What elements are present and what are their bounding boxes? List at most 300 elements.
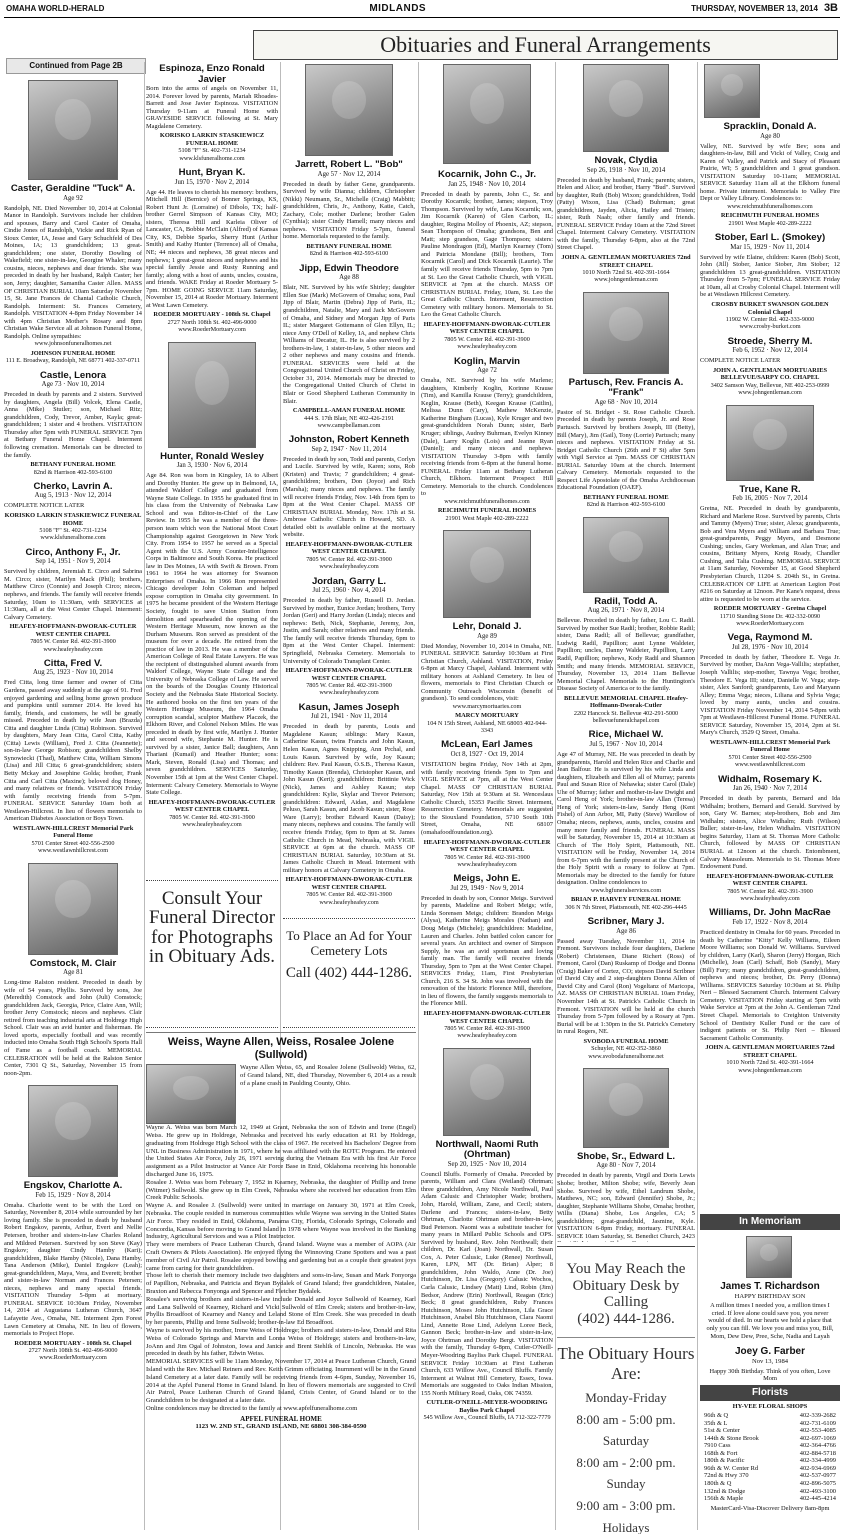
obituary xyxy=(4,184,142,365)
obituary-dates: Age 80 · Nov 7, 2014 xyxy=(596,1162,656,1170)
funeral-home-address: 7805 W. Center Rd. 402-391-3900 xyxy=(727,887,813,895)
photo-slot xyxy=(421,528,553,620)
funeral-home: CUTLER-O'NEILL-MEYER-WOODRING Bayliss Park Chapel xyxy=(426,1399,548,1414)
obituary-website: www.campbellaman.com xyxy=(317,421,381,429)
portrait-photo xyxy=(443,530,531,618)
obituary-text: Those left to cherish their memory include two daughters and sons-in-law, Susan and Mark Fonyorga of Papillion, Nebraska, and Patricia and Bryan Bydalek of Grand Island; five grandchildren, Natalee, Braxton and Rebecca Fonyonga and Spencer and Fletcher Bydalek. xyxy=(146,1272,416,1296)
funeral-home: HEAFEY-HOFFMANN-DWORAK-CUTLER WEST CENTER CHAPEL xyxy=(148,798,276,814)
obituary-dates: Feb 6, 1952 · Nov 12, 2014 xyxy=(732,347,808,355)
funeral-home: REICHMUTH FUNERAL HOMES xyxy=(720,212,820,220)
florist-phone: 402-731-6109 xyxy=(799,1419,836,1427)
obituary-name: Radil, Todd A. xyxy=(594,595,658,607)
funeral-home: CAMPBELL-AMAN FUNERAL HOME xyxy=(292,407,406,415)
funeral-home-address: 2202 Hancock St. Bellevue 402-291-5000 xyxy=(573,709,679,717)
funeral-home: HEAFEY-HOFFMANN-DWORAK-CUTLER WEST CENTER CHAPEL xyxy=(423,838,551,854)
funeral-home-address: 7805 W. Center Rd. 402-391-3900 xyxy=(444,1025,530,1033)
funeral-home: SVOBODA FUNERAL HOME xyxy=(583,1037,669,1045)
obituary xyxy=(283,703,415,906)
obituary-dates: Age 86 xyxy=(616,927,636,935)
florist-phone: 402-445-4214 xyxy=(799,1495,836,1503)
obituary-text: Preceded in death by father Gene, grandparents. Survived by wife Dianna; children, Christopher (Nikki) Neumann, Sr., Michelle (Craig) Mabbitt; grandchildren, Chris, Jr., Anthony, Katie, Catch, Zachary, Cole; mother Darlene; brother Galen (Cynthia); sister Cindy Hamell; many nieces and nephews. VISITATION Friday 5-7pm, funeral home. Memorials requested to the family. xyxy=(283,180,415,241)
obituary xyxy=(700,908,840,1073)
paper-name: OMAHA WORLD-HERALD xyxy=(6,3,105,13)
photo-ad-notice: Consult Your Funeral Director for Photographs in Obituary Ads. xyxy=(146,880,278,1028)
obituary-website: www.johngentleman.com xyxy=(594,276,658,284)
obituary-name: Engskov, Charlotte A. xyxy=(23,1180,123,1192)
obituary-dates: Sep 14, 1951 · Nov 9, 2014 xyxy=(35,558,111,566)
florist-phone: 402-364-4766 xyxy=(799,1442,836,1450)
funeral-home-address: 7805 W. Center Rd. 402-391-3900 xyxy=(444,853,530,861)
florist-row xyxy=(700,1480,840,1488)
florist-phone: 402-934-6969 xyxy=(799,1464,836,1472)
obituary-website: www.heafeyheafey.com xyxy=(457,343,517,351)
obituary-text: Survived by wife Elaine, children: Karen (Bob) Scott, John (Jill) Stober, Janice Stober, Jim Stober; 12 grandchildren 13 great-grandchildren. VISITATION Thursday from 5-7pm; FUNERAL SERVICE Friday at 10am, all at Crosby Colonial Chapel. Interment will be at Westlawn Hillcrest Cemetery. xyxy=(700,253,840,299)
photo-slot xyxy=(4,1083,142,1179)
obituary xyxy=(421,1140,553,1422)
obituary-dates: Sep 26, 1918 · Nov 10, 2014 xyxy=(586,166,666,174)
florist-location: 51st & Center xyxy=(704,1427,740,1435)
funeral-home-address: 82nd & Harrison 402-593-6100 xyxy=(33,468,113,476)
obituary-text: Rosalee J. Weiss was born February 7, 1952 in Kearney, Nebraska, the daughter of Phillip and Irene (Witmer) Sullwold. She grew up in Elm Creek, Nebraska where she received her education from Elm Creek Public Schools. xyxy=(146,1178,416,1202)
hours-title: The Obituary Hours Are: xyxy=(557,1337,695,1384)
florist-phone: 402-334-4999 xyxy=(799,1457,836,1465)
funeral-home: JOHN A. GENTLEMAN MORTUARIES BELLEVUE/SARPY CO. CHAPEL xyxy=(712,366,828,382)
obituary-dates: Jul 5, 1967 · Nov 10, 2014 xyxy=(589,741,663,749)
florist-phone: 402-537-0977 xyxy=(799,1472,836,1480)
obituary-text: MEMORIAL SERVICES will be 11am Monday, November 17, 2014 at Peace Lutheran Church, Grand Island with the Rev. Michael Reiners and Rev. Keith Grimm officiating. Inurnment will be in the Grand Island Cemetery at a later date. Family will be receiving friends from 4-6pm, Sunday, November 16, 2014 at the Apfel Funeral Home in Grand Island. In lieu of flowers memorials are suggested to Civil Air Patrol, Peace Lutheran Church of Grand Island, Crisis Center, of Grand Island or to the Grandchildren to be designated at a later date. xyxy=(146,1358,416,1405)
obituary-desk-hours xyxy=(557,1246,695,1534)
florist-location: 96th & W. Center Rd xyxy=(704,1464,759,1472)
obituary-text: Randolph, NE. Died November 10, 2014 at Colonial Manor in Randolph. Survivors include her children and spouses, Barry and Carol Caster of Omaha, Cindie Jones of Randolph, Vickie and Rick Ryan of Sioux Center, IA, Jesse and Gary Schuchfeld of Des Moines, IA; 13 grandchildren; 13 great-grandchildren; one sister, Dorothy Dowling of Wakefield; one sister-in-law, Georgine Whaler; many cousins, nieces, nephews and dear friends. She was preceded in death by her husband, Ralph Caster; her son, Jerry; daughter, Samantha Caster Allen. MASS OF CHRISTIAN BURIAL 10am Saturday November 15, St. Jane Frances de Chantal Catholic Church, Randolph. Interment: St. Frances Cemetery, Randolph. VISITATION 4-8pm Friday November 14 with 4pm Christian Mother's Rosary and 8pm Christian Wake Service all at Johnson Funeral Home, Randolph. Online sympathies: xyxy=(4,204,142,340)
obituary-website: www.reichmuthfuneralhomes.com xyxy=(727,202,813,210)
obituary-text: Age 84. Ron was born in Kingsley, IA to Albert and Dorothy Hunter. He grew up in Belmond, IA, attended Waldorf College and graduated from Wayne State College. In 1955 he graduated first in his class from the University of Nebraska Law School and was Editor-in-Chief of the Law Review. In 1955 he was a member of the three-person team which won the National Moot Court Championship against Georgetown in New York City. From 1954 to 1957 he served as a Special Agent with the U.S. Army Counter-Intelligence Corps in Baltimore and South Korea. He practiced law in Des Moines, IA with Swift & Brown. From 1961 to 1964 he was attorney for Swanson Enterprises of Omaha. In 1966 Ron represented Chicago developer John Coleman and helped expose corruption in Omaha city government. In 1975 he became president of the Western Heritage Society, fought to save Union Station from demolition and spearheaded the opening of the Western Heritage Museum, now known as the Durham Museum. Ron served as president of the museum for over a decade. He retired from the practice of law in 2013. He was a member of the American College of Real Estate Lawyers. He was the recipient of distinguished alumni awards from Waldorf College, Wayne State College and the University of Nebraska College of Law. He served on the boards of the Douglas County Historical Society and the Nebraska State Historical Society. He authored books on the first ten years of the Western Heritage Museum, the 1964 Omaha corruption scandal, sculptor Matthew Placzek, the Elkhorn River, and Colonel Nelson Miles. He was preceded in death by first wife, Marilyn J. Hunter and second wife, Stephanie M. Hunter. He is survived by a sister, Janice Ball; daughters, Ann Thariani (Kumail) and Heather Hunter; sons: Mark, Steven, Ronald (Lisa) and Thomas; and seven grandchildren. SERVICES Saturday, November 15th at 1pm at the West Center Chapel. Interment: Calvary Cemetery. Memorials to Wayne State College. xyxy=(146,472,278,797)
portrait-photo xyxy=(28,1085,118,1177)
obituary xyxy=(146,64,278,162)
obituary-dates: Age 80 xyxy=(760,132,780,140)
obituary xyxy=(4,959,142,1078)
obituary-text: VISITATION begins Friday, Nov 14th at 2pm, with family receiving friends 5pm to 7pm and VIGIL SERVICE at 7pm, all at the West Center Chapel. MASS OF CHRISTIAN BURIAL Saturday, Nov 15th at 9:30am at St. Wenceslaus Catholic Church, 15353 Pacific Street. Interment, Resurrection Cemetery. Memorials are suggested to the Siouxland Foundation, 5710 South 10th Street, Omaha, NE 68107 (omahafoodfoundation.org). xyxy=(421,761,553,836)
funeral-home: ROEDER MORTUARY - 108th St. Chapel xyxy=(153,311,271,319)
funeral-home: KORISKO LARKIN STASKIEWICZ FUNERAL HOME xyxy=(4,512,142,527)
portrait-photo xyxy=(28,80,118,180)
obituary-text: Preceded in death by husband, Frank; parents; sisters, Helen and Alice; and brother, Harry "Bud". Survived by daughter, Ruth (Bob) Wixon; grandchildren, Todd (Patty) Wixon, Lisa (Chad) Buhrman; great grandchildren, Jayden, Alicia, Hailey and Tristen; sister, Ruth Naab; other family and friends. FUNERAL SERVICE Friday 10am at the 72nd Street Chapel. Interment Calvary Cemetery. VISITATION with the family, Thursday 6-8pm, also at the 72nd Street Chapel. xyxy=(557,176,695,252)
obituary-name: Circo, Anthony F., Jr. xyxy=(25,546,121,558)
obituary xyxy=(146,168,278,333)
funeral-home-address: 3402 Samson Way, Bellevue, NE 402-253-0999 xyxy=(710,381,830,389)
photo-slot xyxy=(421,62,553,168)
obituary-name: Northwall, Naomi Ruth (Ohrtman) xyxy=(435,1138,539,1161)
obituary-website: www.marcymortuaries.com xyxy=(452,703,522,710)
obituary-website: www.klsfuneralhome.com xyxy=(179,154,245,162)
portrait-photo xyxy=(168,342,256,448)
obituary-website: www.westlawnhillcrest.com xyxy=(734,761,806,769)
obituary-dates: Jan 26, 1940 · Nov 7, 2014 xyxy=(732,785,807,793)
obituary-text: Rosalee's surviving brothers and sisters-in-law include Donald and Joyce Sullwold of Kearney, Karl and Lana Sullwold of Kearney, Richard and Vicki Sullwold of Elm Creek; sisters and brother-in-law, Phyllis Broadfoot of Kearney and Nancy and Leland Stone of Elm Creek. She was preceded in death by her parents, Phillip and Irene Sullwold; brother-in-law Ed Broadfoot. xyxy=(146,1295,416,1327)
obituary-name: Spracklin, Donald A. xyxy=(723,121,817,132)
obituary-dates: Age 89 xyxy=(477,632,497,640)
obituary-website: www.heafeyheafey.com xyxy=(182,821,242,829)
obituary-text: Online condolences may be directed to the family at www.apfelfuneralhome.com xyxy=(146,1404,358,1412)
obituary xyxy=(146,452,278,829)
section-banner: Obituaries and Funeral Arrangements xyxy=(253,30,838,60)
obituary xyxy=(283,160,415,258)
funeral-home: HEAFEY-HOFFMANN-DWORAK-CUTLER WEST CENTER CHAPEL xyxy=(9,623,137,638)
memoriam-text: Happy 30th Birthday. Think of you often, Love Mom xyxy=(709,1367,831,1383)
obituary-text: Council Bluffs. Formerly of Omaha. Preceded by parents, William and Clara (Weiland) Ohrtman; three grandchildren, Amy Nicole Northwall, Paul Adam Calusic and Christopher Wade; brothers, John, Harold, William, Zane, and Cecil; sisters, Darlene and Frances; sisters-in-law, Betty Ohrtman, Charlotte Ohrtman and brother-in-law, Bud Peterson. Naomi was a substitute teacher for many years in Millard Public Schools and OPS. Survived by husband, Rev. John Northwall; their children, Dr. Karl (Joan) Northwall, Dr. Susan Cox, A. Peter Calusic, Luke (Renee) Northwall, Karen, LPN, MT (Dr. Brian) Alper; 8 grandchildren, John Waldo, Anne (Dr. Joe) Hutchinson, Dr. Lisa (Gregory) Calusic Wochos, Carla Calusic, Lindsey (Matt) Lind, Robin (Jim) Bedsor, Andrew (Erin) Northwall, Reagan (Eric) Beck; 8 great grandchildren, Ruby Frances Hutchinson, Moses John Hutchinson, Lila Grace Hutchinson, Anabel Blu Hutchinson, Clara Naomi Lind, Annette Rose Lind, Adelynn Loree Beck, Gannon Beck; brother-in-law and sister-in-law, Joyce Ohrtman and Dorothy Bergt. VISITATION with the family, Thursday 6-8pm, Cutler-O'Neill-Meyer-Woodring Bayliss Park Chapel. FUNERAL SERVICE Friday 10:30am at First Lutheran Church, 633 Willow Ave., Council Bluffs. Family Interment at Walnut Hill Cemetery, Essex, Iowa. Memorials are suggested to Oaks Indian Mission, 155 North Military Road, Oaks, OK 74359. xyxy=(421,1170,553,1397)
florist-row xyxy=(700,1495,840,1503)
feature-intro xyxy=(146,1064,416,1124)
obituary-dates: Jul 28, 1976 · Nov 10, 2014 xyxy=(731,643,809,651)
column-2 xyxy=(146,62,278,876)
obituary-dates: Age 81 xyxy=(63,969,83,977)
florist-phone: 402-553-4085 xyxy=(799,1427,836,1435)
column-rule xyxy=(418,62,419,1530)
funeral-home-address: 7805 W. Center Rd. 402-391-3900 xyxy=(169,813,255,821)
obituary-website: www.svobodafuneralhome.net xyxy=(588,1052,664,1060)
obituary-name: Hunt, Bryan K. xyxy=(178,167,246,179)
obituary-name: Lehr, Donald J. xyxy=(452,621,522,633)
florist-location: 72nd & Hwy 370 xyxy=(704,1472,749,1480)
obituary-dates: Aug 25, 1923 · Nov 10, 2014 xyxy=(32,669,114,677)
obituary-dates: Jul 25, 1960 · Nov 4, 2014 xyxy=(312,587,386,595)
obituary-name: Castle, Lenora xyxy=(39,369,107,381)
hours-line: 9:00 am - 3:00 pm. xyxy=(576,1498,676,1514)
obituary-dates: Age 88 xyxy=(339,274,359,282)
obituary-website: www.johngentleman.com xyxy=(738,1066,802,1074)
florist-row xyxy=(700,1420,840,1428)
obituary-name: Kasun, James Joseph xyxy=(298,701,400,713)
photo-slot xyxy=(146,1064,236,1124)
obituary-text: Born into the arms of angels on November 11, 2014. Forever loved by parents, Mariah Rhoades-Barrett and Jose Javier Espinoza. VISITATION Thursday 9-11am at Funeral Home with GRAVESIDE SERVICE following at St. Mary Magdalene Cemetery. xyxy=(146,85,278,130)
florist-location: 180th & Q xyxy=(704,1480,732,1488)
obituary-dates: Oct 8, 1927 · Oct 19, 2014 xyxy=(450,751,524,759)
obituary-name: Rice, Michael W. xyxy=(588,729,664,741)
hours-line: 8:00 am - 2:00 pm. xyxy=(576,1454,676,1470)
portrait-photo xyxy=(28,863,118,955)
memoriam-text: A million times I needed you, a million times I cried. If love alone could save you, you never would of died. In our hearts we hold a place that only you can fill. We love you and miss you, Bill, Mom, Dew Dew, Pree, Sche, Nadia and Layah xyxy=(706,1302,834,1340)
florist-row xyxy=(700,1427,840,1435)
obituary-text: Omaha, NE. Survived by his wife Marlene; daughters, Kimberly Koglin, Korinne Krause (Tim), and Kamilla Krause (Terry); grandchildren, Keglin, Krause (Beth), Keegan Krause (Caitlin), Melissa Dunn (Cary), Mathew McKenzie, Katherine Bingham (Lucas), Kyle Kruger and two great-grandchildren Norah Dunn; sister, Barb Kruger; siblings, Audrey Buhrman, Evelyn Kinney (Dale), Larry Koglin (Lois) and Jeanne Ryan (Daniel); and many nieces and nephews. VISITATION Thursday 3-8pm with family receiving friends from 6-8pm at the funeral home. FUNERAL Friday 11am at Bethany Lutheran Church, Elkhorn. Interment Prospect Hill Cemetery. Memorials to the church. Condolences to xyxy=(421,377,553,498)
funeral-home: HEAFEY-HOFFMANN-DWORAK-CUTLER WEST CENTER CHAPEL xyxy=(706,872,834,888)
obituary xyxy=(4,548,142,653)
date-page xyxy=(691,2,838,15)
obituary-dates: Sep 20, 1925 · Nov 10, 2014 xyxy=(447,1160,527,1168)
obituary-dates: Jul 21, 1941 · Nov 11, 2014 xyxy=(310,713,388,721)
column-4 xyxy=(421,62,553,1530)
funeral-home: HEAFEY-HOFFMANN-DWORAK-CUTLER WEST CENTER CHAPEL xyxy=(423,320,551,336)
obituary xyxy=(283,435,415,570)
obituary-website: www.reichmuthfuneralhomes.com xyxy=(444,497,530,505)
florist-location: 144th & Stone Brook xyxy=(704,1434,759,1442)
obituary-dates: Jan 25, 1948 · Nov 10, 2014 xyxy=(448,180,526,188)
obituary-website: bellevuefuneralchapel.com xyxy=(592,717,660,725)
funeral-home: BETHANY FUNERAL HOME xyxy=(306,242,392,250)
funeral-home: MARCY MORTUARY xyxy=(455,712,519,720)
obituary-name: Jordan, Garry L. xyxy=(311,575,387,587)
portrait-photo xyxy=(443,64,531,164)
funeral-home: HEAFEY-HOFFMANN-DWORAK-CUTLER WEST CENTER CHAPEL xyxy=(423,1010,551,1025)
column-rule xyxy=(697,62,698,1530)
portrait-photo xyxy=(704,64,760,118)
obituary xyxy=(557,1152,695,1242)
funeral-home-address: 5701 Center Street 402-556-2500 xyxy=(31,839,115,847)
florist-row xyxy=(700,1450,840,1458)
obituary-dates: Age 73 · Nov 10, 2014 xyxy=(41,381,105,389)
funeral-home: JOHNSON FUNERAL HOME xyxy=(30,349,116,357)
obituary-website: www.RoederMortuary.com xyxy=(178,326,246,334)
portrait-photo xyxy=(305,64,393,156)
florist-list xyxy=(700,1412,840,1503)
obituary-name: Stroede, Sherry M. xyxy=(727,335,813,347)
funeral-home: ROEDER MORTUARY - 108th St. Chapel xyxy=(14,1339,132,1347)
funeral-home-address: 7805 W. Center Rd. 402-391-3900 xyxy=(306,555,392,563)
obituary-website: www.westlawnhillcrest.com xyxy=(37,847,109,855)
obituary xyxy=(557,917,695,1060)
portrait-photo xyxy=(583,1068,669,1148)
obituary-text: Valley, NE. Survived by wife Bev; sons and daughters-in-law, Bill and Vicki of Valley, Craig and Karen of Valley, and Patrick and Stacy of Pleasant Prairie, WI; 5 grandchildren and 1 great grandson. VISITATION Saturday 10-11am; MEMORIAL SERVICE Saturday 11am all at the Elkhorn funeral home. Private interment. Memorials to Valley Fire Dept or Valley Library. Condolences to: xyxy=(700,142,840,203)
photo-slot xyxy=(4,78,142,182)
funeral-home: HEAFEY-HOFFMANN-DWORAK-CUTLER WEST CENTER CHAPEL xyxy=(285,876,413,891)
photo-slot xyxy=(700,1234,840,1278)
funeral-home-address: 306 N 7th Street, Plattsmouth, NE 402-296-4445 xyxy=(565,903,687,911)
obituary-text: Omaha. Charlotte went to be with the Lord on Saturday, November 8, 2014 while surrounded by her loving family. She is preceded in death by husband Robert Engskov, parents, Arthur, Evert and Nellie Petersen, brother and sisters-in-law Charles Roland and Mildred Petersen. Survived by son Steve (Kay) Engskov; daughter Cindy Hamby (Kari); grandchildren, Blake Hamby (Nicole), Dana Hamby, Tana Anderson (Mike), Daniel Engskov (Leah); great-grandchildren, Maya, Vera, and Everett; brother and sister-in-law Norman and Frances Petersen; nieces, nephews and many special friends. VISITATION Thursday 5-8pm at mortuary. FUNERAL SERVICE 10:30am Friday, November 14, 2014 at Augustana Lutheran Church, 3647 Lafayette Ave., Omaha, NE. Interment 2pm Forest Lawn Cemetery at Omaha, NE. In lieu of flowers, memorials to Project Hope. xyxy=(4,1201,142,1338)
photo-slot xyxy=(421,1046,553,1138)
funeral-home-address: 11902 W. Center Rd. 402-333-9000 xyxy=(725,316,815,324)
memoriam-card xyxy=(700,1234,840,1342)
photo-slot xyxy=(146,340,278,450)
florist-location: 132nd & Dodge xyxy=(704,1487,746,1495)
obituary-text: Passed away Tuesday, November 11, 2014 in Fremont. Survivors include four daughters, Darlene (Robert) Christensen, Diane Richert (Ross) of Fremont, Carol (Dan) Ruskamp of Dodge and Donna (Craig) Baker of Cortez, CO; stepson David Scribner of David City and 2 step-daughters Donna Allen of David City and Carol (Ron) Vogeltanz of Maricopa, AZ. MASS OF CHRISTIAN BURIAL 10am Friday, November 14th at St. Patrick's Catholic Church in Fremont. VISITATION will be held at the church Thursday from 5-7pm followed by a Rosary at 7pm. Burial will be at 1:30pm in the St. Patrick's Cemetery in rural Rogers, NE. xyxy=(557,937,695,1036)
obituary-name: Williams, Dr. John MacRae xyxy=(709,907,831,919)
florist-phone: 402-493-3100 xyxy=(799,1487,836,1495)
funeral-home-address: 21901 West Maple 402-289-2222 xyxy=(728,219,812,227)
obituary-website: www.RoederMortuary.com xyxy=(39,1354,107,1362)
column-rule xyxy=(144,62,145,1530)
obituary-website: www.heafeyheafey.com xyxy=(319,898,379,906)
funeral-home: KORISKO LARKIN STASKIEWICZ FUNERAL HOME xyxy=(159,132,265,147)
column-6 xyxy=(700,62,840,1210)
funeral-home-address: 104 N 15th Street, Ashland, NE 68003 402-944-3343 xyxy=(427,719,547,735)
obituary-text: Age 44. He leaves to cherish his memory: brothers, Mitchell Hill (Bernice) of Bonner Springs, KS, Robert Hunt Jr. (Lorraine) of Dibolo, TX; half-brother Gerrel Simpson of Kansas City, MO; sisters, Theresa Hill and Karleia Oliver of Lancaster, CA, Bobbie McClain (Alfred) of Kansas City, KS, Debbie Sparks, Sherry Hunt (Arthur Smith) and Kathy Hunter (Terrence) all of Omaha, NE; 44 nieces and nephews, 38 great nieces and nephews; 1 great-great nieces and nephews and his special family Jessie and Rusty Running and family; along with a host of aunts, uncles, cousins, and friends. WAKE Friday at Roeder Mortuary 5-7pm. HOME GOING SERVICE 11am Saturday, November 15, 2014 at Roeder Mortuary. Interment at West Lawn Cemetery. xyxy=(146,188,278,309)
funeral-home-address: 5701 Center Street 402-556-2500 xyxy=(728,754,812,762)
obituary-name: Scribner, Mary J. xyxy=(587,916,665,928)
obituary-website: www.heafeyheafey.com xyxy=(43,645,103,653)
column-1 xyxy=(4,78,142,1530)
hours-line: Monday-Friday xyxy=(585,1390,667,1406)
obituary-text: They were members of Peace Lutheran Church, Grand Island. Wayne was a member of AOPA (Air Craft Owners & Pilots Association). He enjoyed flying the Winnoving Crane Spotters and was a past member of Civil Air Patrol. Rosalee enjoyed bowling and gardening but as a couple their greatest joys came from caring for their grandchildren. xyxy=(146,1241,416,1272)
obituary-name: Jipp, Edwin Theodore xyxy=(299,262,399,274)
funeral-home: BELLEVUE MEMORIAL CHAPEL Heafey-Hoffmann-Dworak-Cutler xyxy=(563,694,689,710)
portrait-photo xyxy=(726,405,814,481)
obituary-dates: Mar 15, 1929 · Nov 11, 2014 xyxy=(730,243,810,251)
obituary-name: Widhalm, Rosemary K. xyxy=(718,773,822,785)
obituary-website: www.heafeyheafey.com xyxy=(457,860,517,868)
memoriam-subtitle: Nov 13, 1984 xyxy=(751,1357,789,1365)
obituary-text: Preceded in death by parents and 2 sisters. Survived by daughters, Angela (Bill) Volcek, Elena Castle, Anna (Mike) Stutler; son, Michael Ritz; grandchildren, Cody, Trevor, Amber, Kayla; great-grandchildren; 1 sister and 4 brothers. VISITATION Thursday after 5pm with FUNERAL SERVICE 7pm at Bethany Funeral Home Chapel. Interment following cremation. Memorials can be directed to the family. xyxy=(4,391,142,459)
funeral-home: WESTLAWN-HILLCREST Memorial Park Funeral Home xyxy=(12,824,134,840)
desk-text: You May Reach the Obituary Desk by Calling xyxy=(566,1261,686,1310)
florist-location: 7910 Cass xyxy=(704,1442,731,1450)
page-number: 3B xyxy=(823,2,838,15)
obituary xyxy=(4,482,142,542)
funeral-home: HEAFEY-HOFFMANN-DWORAK-CUTLER WEST CENTER CHAPEL xyxy=(285,667,413,682)
obituary-text: Wayne A. Weiss was born March 12, 1949 at Grant, Nebraska the son of Edwin and Irene (Engel) Weiss. He grew up in Holdrege, Nebraska and received his early education at R1 by Holdrege, graduating from Holdrege High School with the class of 1967. He received his Bachelors' Degree from UNL in Business Administration in 1971, where he was affiliated with the ROTC Program. He entered the United States Air Force, July 26, 1971 serving during the Vietnam Era with his first Air Force assignment as a Pilot Instructor at Vance Air Force Base in Enid, Oklahoma receiving his honorable discharged June 16, 1975. xyxy=(146,1124,416,1179)
obituary-name: Weiss, Wayne Allen, Weiss, Rosalee Jolene (Sullwold) xyxy=(167,1036,395,1061)
florist-row xyxy=(700,1472,840,1480)
obituary-dates: Aug 5, 1913 · Nov 12, 2014 xyxy=(34,492,112,500)
obituary-text: Blair, NE. Survived by his wife Shirley; daughter Ellen Sue (Mark) McGovern of Omaha; sons, Paul Jipp of Blair, Martin (Debra) Jipp of Paris, IL; grandchildren, Natalie, Mary and Jack McGovern of Omaha, and Sidney and Morgan Jipp of Paris IL; sister Margaret Gottemann of Glen Ellyn, IL; niece Amy O'Dell of Kelley, IA, and nephew Chris Williams of Decatur, IL. He is also survived by 2 brothers-in-law, 1 sister-in-law, 5 other nieces and 2 other nephews and many cousins and friends. FUNERAL SERVICES were held at the Congregational United Church of Christ on Friday, October 31, 2014. Memorials may be directed to the Congregational United Church of Christ in Blair or Good Shepherd Lutheran Community in Blair. xyxy=(283,284,415,405)
hours-line: 8:00 am - 5:00 pm. xyxy=(576,1411,676,1427)
photo-slot xyxy=(4,861,142,957)
obituary xyxy=(4,659,142,855)
obituary-dates: Feb 17, 1922 · Nov 8, 2014 xyxy=(732,918,808,926)
obituary-text: Gretna, NE. Preceded in death by grandparents, Richard and Marlene Rose. Survived by parents, Chris and Tammy (Myers) True; sister, Alexa; grandparents, Bob and Vera Myers and William and Barbara True; great-grandparents, Peggy Myers, and Desmone Cushing; uncles, Gary Workman, and Alan True; and cousins, Brittany Myers, Kreig Roady, Chandler Cushing, and Talia Cushing. MEMORIAL SERVICE at 11am Saturday, November 15, at Good Shepherd Presbyterian Church, 11204 S. 204th St., in Gretna. CELEBRATION OF LIFE at American Legion Post #216 on Saturday at 12noon. Per Kane's request, dress attire is requested to be worn at the service. xyxy=(700,505,840,603)
obituary-name: Stober, Earl L. (Smokey) xyxy=(714,232,826,244)
obituary-text: Preceded in death by parents, Virgil and Doris Lewis Shobe; brother, Milton Shobe; wife, Beverly Jean Shobe. Survived by wife, Ethel Landrum Shobe, Matthews, NC; son, Edward (Jennifer) Shobe, Jr.; daughter, Stephanie Williams Shobe, Omaha; brother, Willis (Diana) Shobe, Los Angeles, CA; 5 grandchildren; great-grandchild, Jasmine, Kyle. VISITATION 6-8pm Friday, mortuary. FUNERAL SERVICE 10am Saturday, St. Benedict Church, 2423 xyxy=(557,1172,695,1240)
florist-location: 96th & Q xyxy=(704,1412,729,1420)
section-name: MIDLANDS xyxy=(369,2,427,14)
obituary-text: COMPLETE NOTICE LATER xyxy=(4,502,85,510)
obituary-text: Preceded in death by parents, Louis and Magdalene Kasun; siblings: Mary Kasun, Catherine Kasun, twins Francis and John Kasun, Helen Kasun, Agnes Knipping, Ann Prchal, and Louis Kasun. Survived by wife, Joy Kasun; children: Rev. Paul Kasun, O.S.B., Theresa Kasun, Timothy Kasun (Brenda), Christopher Kasun, and John Kasun (Keri); grandchildren: Brittinie Wick (Nick), James and Ashley Kasun; step grandchildren: Kylie, Skylar and Trevor Peterson; grandchildren: Edward, Aidan, and Magdalene Peluso, Sarah Kasun, and Jacob Kasun; sister, Rose Ware (Larry); brother Edward Kasun (Daisy); many nieces, nephews and cousins. The family will receive friends Friday, 6pm to 8pm at St. James Catholic Church in Mead, Nebraska, with VIGIL SERVICE at 6pm at the church. MASS OF CHRISTIAN BURIAL Saturday, 10:30am at St. James Catholic Church in Mead. Interment with military honors at Calvary Cemetery in Omaha. xyxy=(283,723,415,874)
obituary xyxy=(421,874,553,1039)
obituary-dates: Jan 3, 1930 · Nov 6, 2014 xyxy=(176,462,248,470)
hours-line: Holidays xyxy=(602,1519,650,1534)
funeral-home-address: 7805 W. Center Rd. 402-391-3900 xyxy=(444,335,530,343)
obituary-dates: Jul 29, 1949 · Nov 9, 2014 xyxy=(450,884,524,892)
obituary-name: Partusch, Rev. Francis A. "Frank" xyxy=(568,376,684,399)
obituary-name: Shobe, Sr., Edward L. xyxy=(576,1150,676,1162)
obituary-website: www.johngentleman.com xyxy=(738,389,802,397)
obituary-text: Fred Citta, long time farmer and owner of Citta Gardens, passed away suddenly at the age of 91. Fred enjoyed gardening and selling home grown produce and pumpkins until summer 2014. He loved his family, friends, and customers, he will be greatly missed. Preceded in death by wife Jean (Brazda) Citta and daughter Linda (Citta) Robinson. Survived by daughters, Mary Jean Citta, Carol Citta, Kathy (Citta) Lewis (William), Fred J. Citta (Jeannette); son-in-law George Robison; grandchildren Shelby Synowiecki (Thad), Matthew Citta, William Simons (Lisa) and Jill Citta; 6 great-grandchildren; sisters Betty Mckay and Josephine Golda; brother, Frank Citta and Carl Citta (Maxine); beloved dog Honey, and many relatives or friends. VISITATION Friday with family receiving friends from 5-7pm. FUNERAL SERVICE Saturday 10am both at Westlawn-Hillcrest. In lieu of flowers memorials to American Diabetes Association or Boys Town. xyxy=(4,679,142,823)
florist-row xyxy=(700,1465,840,1473)
obituary-dates: Jun 15, 1970 · Nov 2, 2014 xyxy=(174,178,250,186)
funeral-home-address: 7805 W. Center Rd. 402-391-3900 xyxy=(306,891,392,899)
obituary-website: www.heafeyheafey.com xyxy=(457,1032,517,1040)
memoriam-name: Joey G. Farber xyxy=(734,1346,806,1358)
obituary-text: Bellevue. Preceded in death by father, Lou C. Radil. Survived by mother Sue Radil; brother, Robbie Radil; sister, Dana Radil; all of Bellevue; grandfather, Ludwig Radil, Papillion; aunt Lynne Waldeier, Papillion; uncles, Danny Waldeier, Papillion, Larry Radil, Papillion; nephews, Kody Radil and Shannon Smith; and many friends. MEMORIAL SERVICE, Thursday, November 13, 2014 11am Bellevue Memorial Chapel. Memorials to the Huntington's Disease Society of America or to the family. xyxy=(557,617,695,693)
obituary-text: COMPLETE NOTICE LATER xyxy=(700,357,781,365)
obituary-text: Pastor of St. Bridget - St. Rose Catholic Church. Preceded in death by parents Joseph, Jr. and Rose Partusch. Survived by brothers Joseph, III (Betty), Bill (Mary), Jim (Gail), Tony (Lorrie) Partusch; many nieces and nephews. VISITATION Friday at St. Bridget Catholic Church (26th and F St) after 5pm with Vigil Service at 7pm. MASS OF CHRISTIAN BURIAL Saturday 10am at the church. Interment Calvary Cemetery. Memorials requested to the Respect Life Apostolate of the Omaha Archdiocesan Educational Foundation (OAEF). xyxy=(557,408,695,492)
funeral-home-address: 7805 W. Center Rd. 402-391-3900 xyxy=(30,638,116,646)
obituary-website: www.johnsonfuneralhomes.net xyxy=(34,340,112,348)
obituary-text: Wayne is survived by his mother, Irene Weiss of Holdrege; brothers and sisters-in-law, Donald and Rita Weiss of Colorado Springs and Marvin and Lonna Weiss of Holdrege; sisters and brothers-in-law, JoAnn and Jim Ogal of Johnston, Iowa and Janice and Brent Stehlik of Lincoln, Nebraska. He was preceded in death by his father, Edwin Weiss. xyxy=(146,1327,416,1358)
photo-slot xyxy=(283,62,415,158)
obituary xyxy=(557,156,695,284)
obituary-text: Preceded in death by parents, Bernard and Ida Widhalm; brothers, Bernard and Gerald. Survived by son, Gary W. Barnes; step-brothers, Bob and Jim Widhalm; sisters, Alice Widhalm; Ruth (Wilson) Buller; sister-in-law, Helen Widhalm. VISITATION begins Saturday, 11am at St. Thomas More Catholic Church, followed by MASS OF CHRISTIAN BURIAL at 12noon at the church. Entombment, Calvary Mausoleum. Memorials to St. Thomas More Endowment Fund. xyxy=(700,795,840,871)
florist-location: 156th & Maple xyxy=(704,1495,744,1503)
memoriam-name: James T. Richardson xyxy=(720,1280,820,1292)
cemetery-ad-notice xyxy=(283,918,415,1028)
continued-label: Continued from Page 2B xyxy=(6,58,146,74)
obituary-name: Koglin, Marvin xyxy=(453,355,521,367)
obituary-website: www.RoederMortuary.com xyxy=(736,620,804,628)
funeral-home: JOHN A. GENTLEMAN MORTUARIES 72nd STREET CHAPEL xyxy=(705,1044,835,1059)
florists-subtitle: HY-VEE FLORAL SHOPS xyxy=(732,1402,808,1410)
hours-line: Saturday xyxy=(602,1433,650,1449)
funeral-home-address: 5108 "F" St. 402-731-1234 xyxy=(39,527,107,535)
in-memoriam-header: In Memoriam xyxy=(700,1214,840,1230)
obituary-name: Johnston, Robert Kenneth xyxy=(288,434,410,446)
funeral-home-address: Schuyler, NE 402-352-3860 xyxy=(591,1045,661,1053)
photo-slot xyxy=(557,1066,695,1150)
funeral-home: JOHN A. GENTLEMAN MORTUARIES 72nd STREET CHAPEL xyxy=(561,254,691,269)
florist-phone: 402-896-5075 xyxy=(799,1480,836,1488)
funeral-home-address: 1010 North 72nd St. 402-391-1664 xyxy=(726,1059,814,1067)
florists-footer: MasterCard-Visa-Discover Delivery 8am-8pm xyxy=(710,1504,830,1512)
obituary xyxy=(557,378,695,509)
obituary-feature xyxy=(146,1032,416,1530)
funeral-home-address: 7805 W. Center Rd. 402-391-3900 xyxy=(306,682,392,690)
memoriam-subtitle: HAPPY BIRTHDAY SON xyxy=(734,1292,806,1300)
obituary xyxy=(557,597,695,725)
florist-row xyxy=(700,1442,840,1450)
funeral-home-address: 21901 West Maple 402-289-2222 xyxy=(445,514,529,522)
funeral-home: REICHMUTH FUNERAL HOMES xyxy=(437,507,537,515)
obituary xyxy=(283,264,415,429)
obituary-website: www.crosby-burket.com xyxy=(739,323,801,331)
obituary-name: Hunter, Ronald Wesley xyxy=(160,450,264,462)
portrait-photo xyxy=(443,1048,531,1136)
funeral-home-address: 2727 North 108th St. 402-496-9000 xyxy=(167,318,257,326)
obituary xyxy=(700,633,840,768)
obituary-dates: Age 72 xyxy=(477,367,497,375)
florists-header: Florists xyxy=(700,1385,840,1401)
photo-slot xyxy=(557,515,695,595)
obituary-name: Cherko, Lavrin A. xyxy=(33,480,113,492)
obituary xyxy=(421,357,553,522)
obituary-dates: Aug 26, 1971 · Nov 8, 2014 xyxy=(587,607,665,615)
obituary-text: Preceded in death by son, Todd and parents, Corlyn and Lucile. Survived by wife, Karen; sons, Rob (Kristen) and Travis; 7 grandchildren; 4 great-grandchildren; brothers, Don (Joyce) and Rich (Marsha); many nieces and nephews. The family will receive friends Friday, Nov. 14th from 6pm to 8pm at the West Center Chapel. MASS OF CHRISTIAN BURIAL Monday, Nov. 17th at St. Ambrose Catholic Church in Howard, SD. A detailed obit is available online at the mortuary website. xyxy=(283,455,415,539)
obituary-dates: Feb 16, 2005 · Nov 7, 2014 xyxy=(732,495,808,503)
couple-photo xyxy=(146,1064,236,1124)
funeral-home: WESTLAWN-HILLCREST Memorial Park Funeral Home xyxy=(709,738,831,754)
funeral-home-address: 545 Willow Ave., Council Bluffs, IA 712-322-7779 xyxy=(423,1414,551,1422)
obituary-name: Jarrett, Robert L. "Bob" xyxy=(295,159,403,170)
obituary-text: Preceded in death by father, Theodore E. Vega Jr. Survived by mother, DaAnn Vega-Vallilis; stepfather, Joseph Vallilis; step-mother, Tawnya Vega; brother, Theodore E. Vega III; sister, Danielle W. Vega; step-sister, Alex Sanford; grandparents, Leo and Maryann Alley; Emma Vega; nieces, Liliana and Sylvia Vega; loved by many aunts, uncles and cousins. VISITATION Friday November 14, 2014 5-8pm with 7pm at Westlawn-Hillcrest Funeral Home. FUNERAL SERVICE Saturday, November 15, 2014, 2pm at St. Mary's Church, 3529 Q Street, Omaha. xyxy=(700,653,840,737)
obituary xyxy=(283,577,415,697)
obituary-website: www.heafeyheafey.com xyxy=(740,895,800,903)
obituary-dates: Age 68 · Nov 10, 2014 xyxy=(594,398,658,406)
portrait-photo xyxy=(583,517,669,593)
cemetery-ad-phone: Call (402) 444-1286. xyxy=(285,964,413,981)
obituary-dates: Sep 2, 1947 · Nov 11, 2014 xyxy=(311,445,387,453)
memoriam-photo xyxy=(746,1236,792,1278)
florist-location: 168th & Fort xyxy=(704,1449,738,1457)
obituary-website: www.heafeyheafey.com xyxy=(319,563,379,571)
obituary-website: www.heafeyheafey.com xyxy=(319,689,379,697)
florist-row xyxy=(700,1412,840,1420)
florist-row xyxy=(700,1488,840,1496)
obituary-dates: Feb 15, 1929 · Nov 8, 2014 xyxy=(35,1191,111,1199)
obituary-name: Vega, Raymond M. xyxy=(727,632,813,644)
obituary-name: Espinoza, Enzo Ronald Javier xyxy=(159,63,265,85)
obituary-name: McLean, Earl James xyxy=(441,739,533,751)
obituary xyxy=(4,1181,142,1362)
florist-row xyxy=(700,1435,840,1443)
obituary-website: www.bgfuneralservices.com xyxy=(590,886,662,894)
obituary xyxy=(700,122,840,227)
funeral-home: HEAFEY-HOFFMANN-DWORAK-CUTLER WEST CENTER CHAPEL xyxy=(285,540,413,556)
funeral-home-address: 444 S. 17th Blair, NE 402-426-2191 xyxy=(304,414,394,422)
funeral-home-address: 1123 W. 2ND ST., GRAND ISLAND, NE 68801 308-384-0590 xyxy=(195,1423,367,1431)
obituary-dates: Age 57 · Nov 12, 2014 xyxy=(317,170,381,178)
hours-line: Sunday xyxy=(606,1476,646,1492)
desk-phone: (402) 444-1286. xyxy=(577,1310,675,1327)
funeral-home-address: 5108 "F" St. 402-731-1234 xyxy=(178,147,246,155)
issue-date: THURSDAY, NOVEMBER 13, 2014 xyxy=(691,3,818,13)
column-5 xyxy=(557,62,695,1242)
obituary-text: Preceded in death by son, Connor Meigs. Survived by parents, Madeline and Robert Meigs; wife, Linda Sorensen Meigs; children: Brandon Meigs (Alysa), Katherine Meigs Morales (Nathan) and Doug Meigs (Michele); grandchildren: Madeline, Lauren and Charles. John battled colon cancer for several years. An architect and owner of Simpson Supply, he was an avid sportsman and loving family man. The family will receive friends Thursday, 5pm to 7pm at the West Center Chapel. SERVICES Friday, 11am, First Presbyterian Church, 216 S. 34 St. John was involved with the renovation of the historic Florence Mill, therefore, in lieu of flowers, the family suggests memorials to the Florence Mill. xyxy=(421,894,553,1008)
